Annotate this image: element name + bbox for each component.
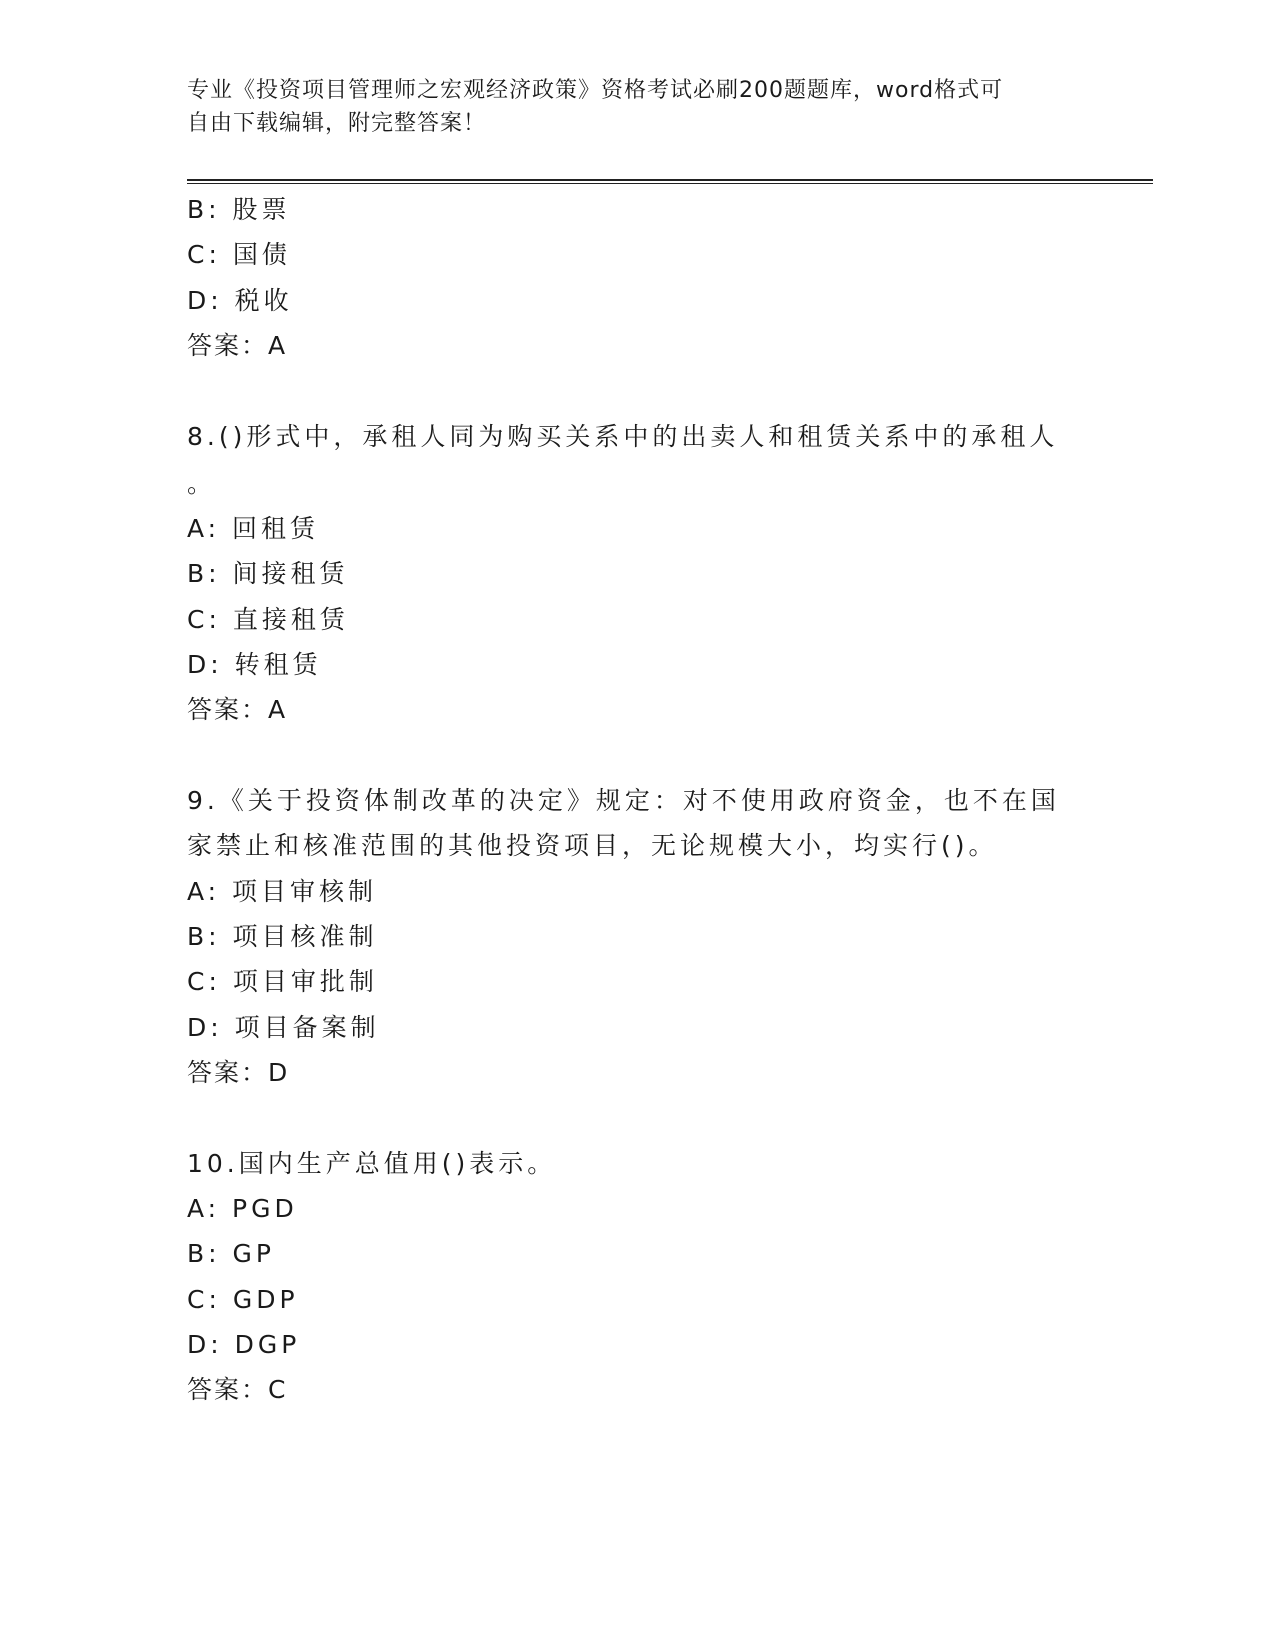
- q7-option-c: C: 国债: [187, 240, 291, 269]
- q9-option-a: A: 项目审核制: [187, 877, 378, 906]
- q9-stem-line-1: 9.《关于投资体制改革的决定》规定：对不使用政府资金，也不在国: [187, 786, 1060, 815]
- q8-option-b: B: 间接租赁: [187, 559, 349, 588]
- q8-option-a: A: 回租赁: [187, 514, 320, 543]
- q9-answer: 答案：D: [187, 1058, 290, 1087]
- header-divider-bottom: [187, 183, 1153, 184]
- q9-option-c: C: 项目审批制: [187, 967, 378, 996]
- q10-stem: 10.国内生产总值用()表示。: [187, 1149, 557, 1178]
- q9-option-d: D: 项目备案制: [187, 1013, 380, 1042]
- q9-option-b: B: 项目核准制: [187, 922, 378, 951]
- q8-answer: 答案：A: [187, 695, 288, 724]
- q8-option-d: D: 转租赁: [187, 650, 322, 679]
- q8-stem-line-2: 。: [187, 469, 217, 498]
- q10-option-d: D: DGP: [187, 1330, 301, 1359]
- q7-answer: 答案：A: [187, 331, 288, 360]
- q8-stem-line-1: 8.()形式中，承租人同为购买关系中的出卖人和租赁关系中的承租人: [187, 422, 1059, 451]
- header-divider-top: [187, 179, 1153, 181]
- header-line-1: 专业《投资项目管理师之宏观经济政策》资格考试必刷200题题库，word格式可: [187, 78, 1004, 103]
- document-header: [187, 74, 1067, 140]
- q7-option-d: D: 税收: [187, 286, 293, 315]
- q10-option-a: A: PGD: [187, 1194, 298, 1223]
- q9-stem-line-2: 家禁止和核准范围的其他投资项目，无论规模大小，均实行()。: [187, 831, 998, 860]
- q8-option-c: C: 直接租赁: [187, 605, 349, 634]
- q10-answer: 答案：C: [187, 1375, 288, 1404]
- q7-option-b: B: 股票: [187, 195, 291, 224]
- q10-option-b: B: GP: [187, 1239, 275, 1268]
- header-line-2: 自由下载编辑，附完整答案！: [187, 111, 487, 136]
- q10-option-c: C: GDP: [187, 1285, 299, 1314]
